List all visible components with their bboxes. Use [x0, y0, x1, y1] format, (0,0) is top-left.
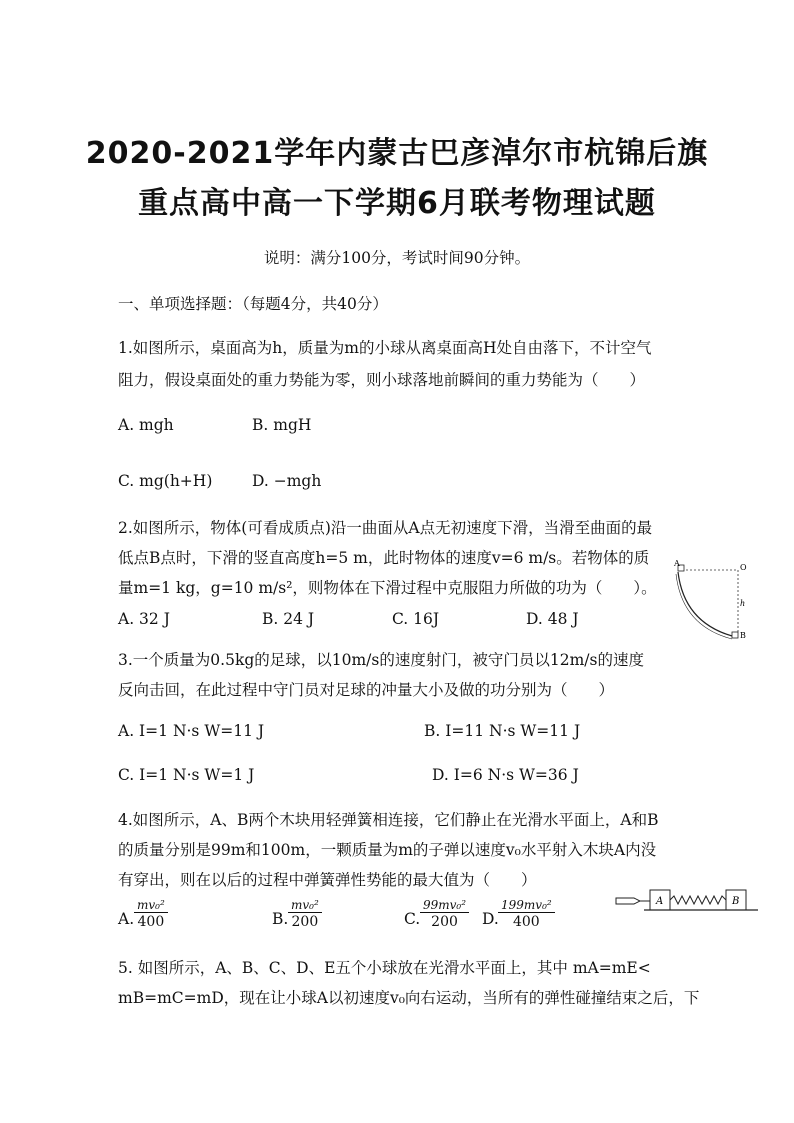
- q2-fig-label-o: O: [740, 563, 747, 572]
- q3-text-line-2: 反向击回，在此过程中守门员对足球的冲量大小及做的功分别为（ ）: [118, 681, 615, 699]
- q4-option-c-numerator: 99mv₀²: [420, 898, 469, 913]
- q2-option-d: D. 48 J: [526, 610, 579, 628]
- q5-text-line-1: 5. 如图所示，A、B、C、D、E五个小球放在光滑水平面上，其中 mA=mE<: [118, 959, 651, 977]
- q4-option-d-fraction: [498, 898, 555, 930]
- q4-option-c-label: C.: [404, 910, 421, 928]
- q2-fig-label-b: B: [740, 631, 746, 640]
- exam-note: 说明：满分100分，考试时间90分钟。: [263, 249, 531, 267]
- q4-fig-label-a: A: [656, 896, 664, 907]
- q4-text-line-2: 的质量分别是99m和100m，一颗质量为m的子弹以速度v₀水平射入木块A内没: [118, 841, 657, 859]
- q1-option-d: D. −mgh: [252, 472, 322, 490]
- q4-option-a-numerator: mv₀²: [134, 898, 168, 913]
- q2-option-a: A. 32 J: [118, 610, 170, 628]
- q1-option-b: B. mgH: [252, 416, 312, 434]
- q2-text-line-2: 低点B点时，下滑的竖直高度h=5 m，此时物体的速度v=6 m/s。若物体的质: [118, 549, 650, 567]
- section-heading-single-choice: 一、单项选择题：（每题4分，共40分）: [118, 295, 388, 313]
- q4-option-a-fraction: [134, 898, 168, 930]
- q1-text-line-1: 1.如图所示，桌面高为h，质量为m的小球从离桌面高H处自由落下，不计空气: [118, 339, 652, 357]
- q4-option-a-label: A.: [118, 910, 135, 928]
- q4-option-b-numerator: mv₀²: [288, 898, 322, 913]
- q3-option-b: B. I=11 N·s W=11 J: [424, 722, 581, 740]
- q4-option-d-label: D.: [482, 910, 499, 928]
- q2-fig-label-a: A: [674, 559, 680, 568]
- q2-text-line-1: 2.如图所示，物体(可看成质点)沿一曲面从A点无初速度下滑，当滑至曲面的最: [118, 519, 653, 537]
- q5-text-line-2: mB=mC=mD，现在让小球A以初速度v₀向右运动，当所有的弹性碰撞结束之后，下: [118, 989, 700, 1007]
- q1-text-line-2: 阻力，假设桌面处的重力势能为零，则小球落地前瞬间的重力势能为（ ）: [118, 371, 646, 389]
- exam-title-line-2: 重点高中高一下学期6月联考物理试题: [138, 186, 656, 221]
- q2-fig-label-h: h: [740, 599, 746, 608]
- q2-option-c: C. 16J: [392, 610, 440, 628]
- q2-option-b: B. 24 J: [262, 610, 315, 628]
- q4-spring-blocks-figure: [614, 884, 760, 920]
- q4-option-b-fraction: [288, 898, 322, 930]
- q2-text-line-3: 量m=1 kg，g=10 m/s²，则物体在下滑过程中克服阻力所做的功为（ ）。: [118, 579, 657, 597]
- q4-fig-label-b: B: [732, 896, 740, 907]
- q4-option-c-denominator: 200: [431, 914, 458, 930]
- q3-option-d: D. I=6 N·s W=36 J: [432, 766, 579, 784]
- q4-option-b-label: B.: [272, 910, 289, 928]
- q4-text-line-3: 有穿出，则在以后的过程中弹簧弹性势能的最大值为（ ）: [118, 871, 537, 889]
- q1-option-a: A. mgh: [118, 416, 174, 434]
- q4-option-c-fraction: [420, 898, 469, 930]
- q3-option-a: A. I=1 N·s W=11 J: [118, 722, 265, 740]
- q4-option-d-denominator: 400: [512, 914, 540, 930]
- q1-option-c: C. mg(h+H): [118, 472, 213, 490]
- q4-text-line-1: 4.如图所示，A、B两个木块用轻弹簧相连接，它们静止在光滑水平面上，A和B: [118, 811, 659, 829]
- q3-text-line-1: 3.一个质量为0.5kg的足球，以10m/s的速度射门，被守门员以12m/s的速度: [118, 651, 644, 669]
- exam-title-line-1: 2020-2021学年内蒙古巴彦淖尔市杭锦后旗: [85, 136, 709, 171]
- q2-curve-figure: [670, 556, 750, 642]
- q3-option-c: C. I=1 N·s W=1 J: [118, 766, 255, 784]
- q4-option-d-numerator: 199mv₀²: [498, 898, 555, 913]
- q4-option-a-denominator: 400: [137, 914, 165, 930]
- q4-option-b-denominator: 200: [291, 914, 319, 930]
